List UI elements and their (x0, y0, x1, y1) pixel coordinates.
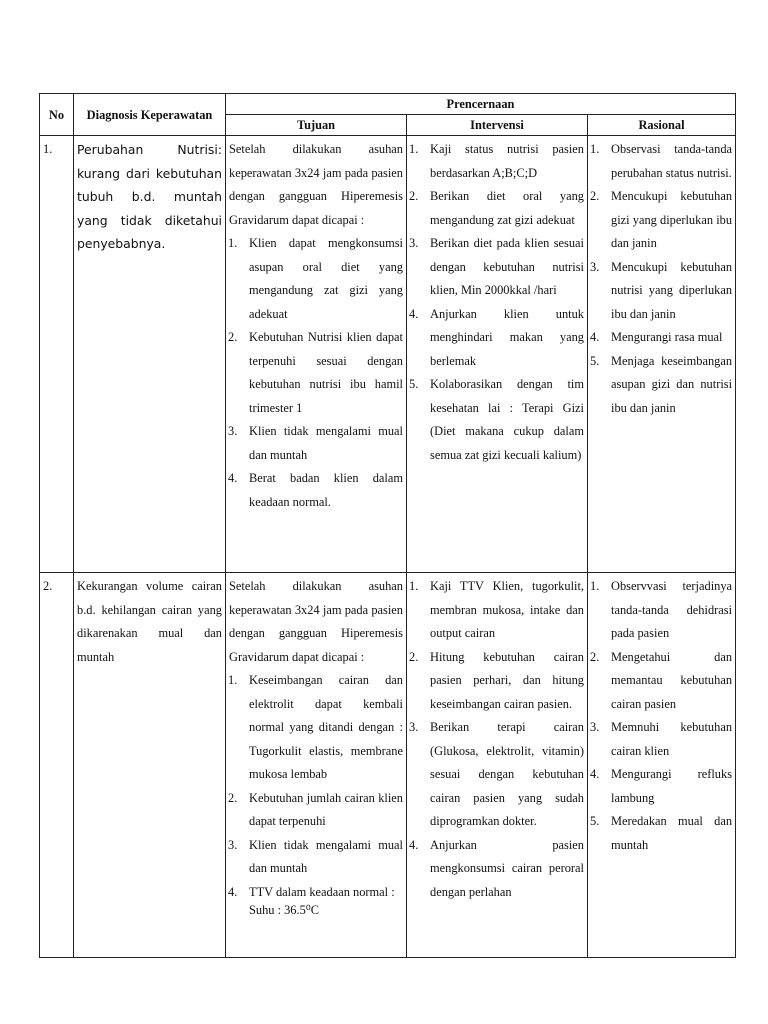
list-item: 2. Hitung kebutuhan cairan pasien perhari, dan hitung keseimbangan cairan pasien. (409, 649, 584, 711)
list-item: 4. Mengurangi rasa mual (590, 330, 723, 344)
header-tujuan: Tujuan (226, 115, 407, 136)
list-item: 1. Keseimbangan cairan dan elektrolit dapat kembali normal yang ditandi dengan : Tugorkulit elastis, membrane mukosa lembab (228, 673, 403, 781)
tujuan-intro: Setelah dilakukan asuhan keperawatan 3x24 jam pada pasien dengan gangguan Hiperemesis Gravidarum dapat dicapai : (229, 579, 403, 664)
list-item: 2. Berikan diet oral yang mengandung zat gizi adekuat (409, 189, 584, 227)
list-item: 4. Anjurkan klien untuk menghindari makan yang berlemak (409, 306, 584, 368)
list-item: 3. Berikan terapi cairan (Glukosa, elektrolit, vitamin) sesuai dengan kebutuhan cairan pasien yang sudah diprogramkan dokter. (409, 720, 584, 828)
intervensi-list (410, 138, 584, 467)
list-item: 4. Mengurangi refluks lambung (590, 767, 733, 805)
row-number: 2. (40, 573, 74, 958)
list-item: 1. Kaji status nutrisi pasien berdasarkan A;B;C;D (409, 142, 584, 180)
list-item: 4. Berat badan klien dalam keadaan normal. (228, 471, 403, 509)
intervensi-cell (407, 573, 588, 958)
list-item: 1. Klien dapat mengkonsumsi asupan oral diet yang mengandung zat gizi yang adekuat (228, 236, 403, 321)
header-intervensi: Intervensi (407, 115, 588, 136)
list-item: 2. Mengetahui dan memantau kebutuhan cairan pasien (590, 649, 733, 711)
rasional-cell (588, 136, 736, 573)
list-item: 3. Mencukupi kebutuhan nutrisi yang diperlukan ibu dan janin (590, 259, 733, 321)
list-item: 5. Menjaga keseimbangan asupan gizi dan nutrisi ibu dan janin (590, 353, 733, 415)
list-item: 4. TTV dalam keadaan normal : (228, 884, 395, 899)
list-item: 1. Kaji TTV Klien, tugorkulit, membran mukosa, intake dan output cairan (409, 579, 584, 640)
list-item: 2. Kebutuhan jumlah cairan klien dapat terpenuhi (228, 790, 403, 828)
diagnosis-cell: Perubahan Nutrisi: kurang dari kebutuhan tubuh b.d. muntah yang tidak diketahui penyebabnya. (74, 136, 226, 573)
header-row-1 (40, 94, 736, 115)
list-item: 3. Memnuhi kebutuhan cairan klien (590, 720, 733, 758)
rasional-list (591, 575, 732, 857)
list-item: 3. Berikan diet pada klien sesuai dengan kebutuhan nutrisi klien, Min 2000kkal /hari (409, 236, 584, 297)
care-plan-table (39, 93, 736, 958)
list-item: 4. Anjurkan pasien mengkonsumsi cairan peroral dengan perlahan (409, 837, 584, 899)
row-number: 1. (40, 136, 74, 573)
tujuan-extra: Suhu : 36.5⁰C (249, 902, 320, 917)
tujuan-intro: Setelah dilakukan asuhan keperawatan 3x24 jam pada pasien dengan gangguan Hiperemesis Gravidarum dapat dicapai : (229, 142, 403, 227)
tujuan-cell (226, 136, 407, 573)
intervensi-list (410, 575, 584, 904)
intervensi-cell (407, 136, 588, 573)
tujuan-list (229, 232, 403, 514)
tujuan-cell (226, 573, 407, 958)
rasional-cell (588, 573, 736, 958)
list-item: 1. Observasi tanda-tanda perubahan status nutrisi. (590, 142, 733, 180)
header-no: No (40, 94, 74, 136)
list-item: 3. Klien tidak mengalami mual dan muntah (228, 424, 403, 462)
diagnosis-cell: Kekurangan volume cairan b.d. kehilangan cairan yang dikarenakan mual dan muntah (74, 573, 226, 958)
rasional-list (591, 138, 732, 420)
header-rasional: Rasional (588, 115, 736, 136)
header-diagnosis: Diagnosis Keperawatan (74, 94, 226, 136)
list-item: 2. Kebutuhan Nutrisi klien dapat terpenuhi sesuai dengan kebutuhan nutrisi ibu hamil trimester 1 (228, 330, 403, 415)
list-item: 5. Kolaborasikan dengan tim kesehatan lai : Terapi Gizi (Diet makana cukup dalam semua zat gizi kecuali kalium) (409, 377, 584, 462)
list-item: 1. Observvasi terjadinya tanda-tanda dehidrasi pada pasien (590, 579, 733, 640)
table-row (40, 136, 736, 573)
list-item: 2. Mencukupi kebutuhan gizi yang diperlukan ibu dan janin (590, 189, 733, 250)
table-row (40, 573, 736, 958)
list-item: 3. Klien tidak mengalami mual dan muntah (228, 837, 403, 875)
header-group: Prencernaan (226, 94, 736, 115)
list-item: 5. Meredakan mual dan muntah (590, 814, 733, 852)
tujuan-list (229, 669, 403, 903)
